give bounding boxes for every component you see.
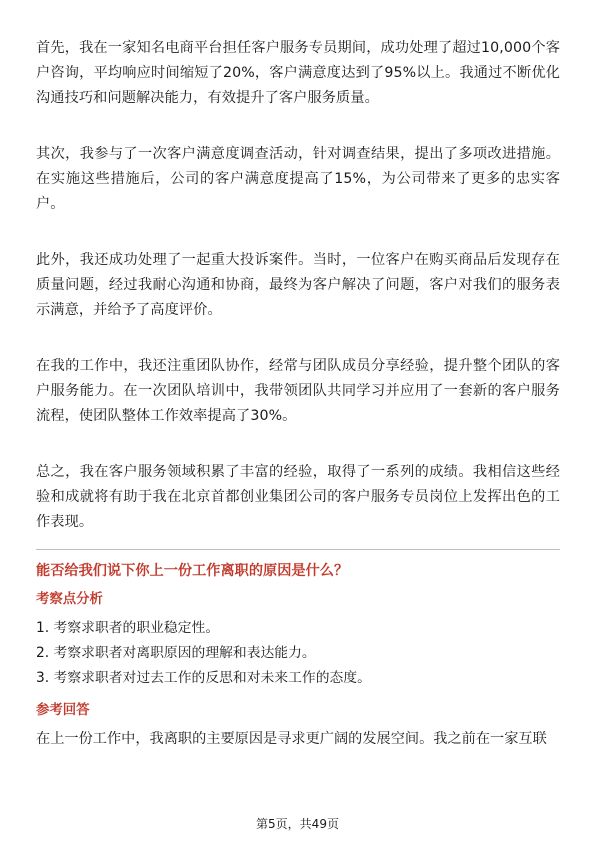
body-paragraph-4: 在我的工作中，我还注重团队协作，经常与团队成员分享经验，提升整个团队的客户服务能力。在一次团队培训中，我带领团队共同学习并应用了一套新的客户服务流程，使团队整体工作效率提高了30%。: [36, 358, 560, 424]
analysis-point-2: 2. 考察求职者对离职原因的理解和表达能力。: [36, 645, 316, 661]
body-paragraph-2: 其次，我参与了一次客户满意度调查活动，针对调查结果，提出了多项改进措施。在实施这些措施后，公司的客户满意度提高了15%，为公司带来了更多的忠实客户。: [36, 146, 560, 212]
body-paragraph-3: 此外，我还成功处理了一起重大投诉案件。当时，一位客户在购买商品后发现存在质量问题，经过我耐心沟通和协商，最终为客户解决了问题，客户对我们的服务表示满意，并给予了高度评价。: [36, 252, 560, 318]
analysis-heading: 考察点分析: [36, 592, 103, 607]
analysis-point-3: 3. 考察求职者对过去工作的反思和对未来工作的态度。: [36, 670, 371, 686]
answer-heading: 参考回答: [36, 703, 90, 718]
analysis-point-1: 1. 考察求职者的职业稳定性。: [36, 620, 220, 636]
document-page: [36, 36, 560, 752]
question-title: 能否给我们说下你上一份工作离职的原因是什么？: [36, 563, 349, 579]
answer-text: 在上一份工作中，我离职的主要原因是寻求更广阔的发展空间。我之前在一家互联: [36, 731, 547, 747]
page-number: 第5页，共49页: [256, 817, 339, 831]
body-paragraph-5: 总之，我在客户服务领域积累了丰富的经验，取得了一系列的成绩。我相信这些经验和成就将有助于我在北京首都创业集团公司的客户服务专员岗位上发挥出色的工作表现。: [36, 464, 560, 530]
analysis-list: [36, 616, 560, 691]
section-divider: [36, 549, 560, 550]
body-paragraph-1: 首先，我在一家知名电商平台担任客户服务专员期间，成功处理了超过10,000个客户咨询，平均响应时间缩短了20%，客户满意度达到了95%以上。我通过不断优化沟通技巧和问题解决能力，有效提升了客户服务质量。: [36, 40, 560, 106]
